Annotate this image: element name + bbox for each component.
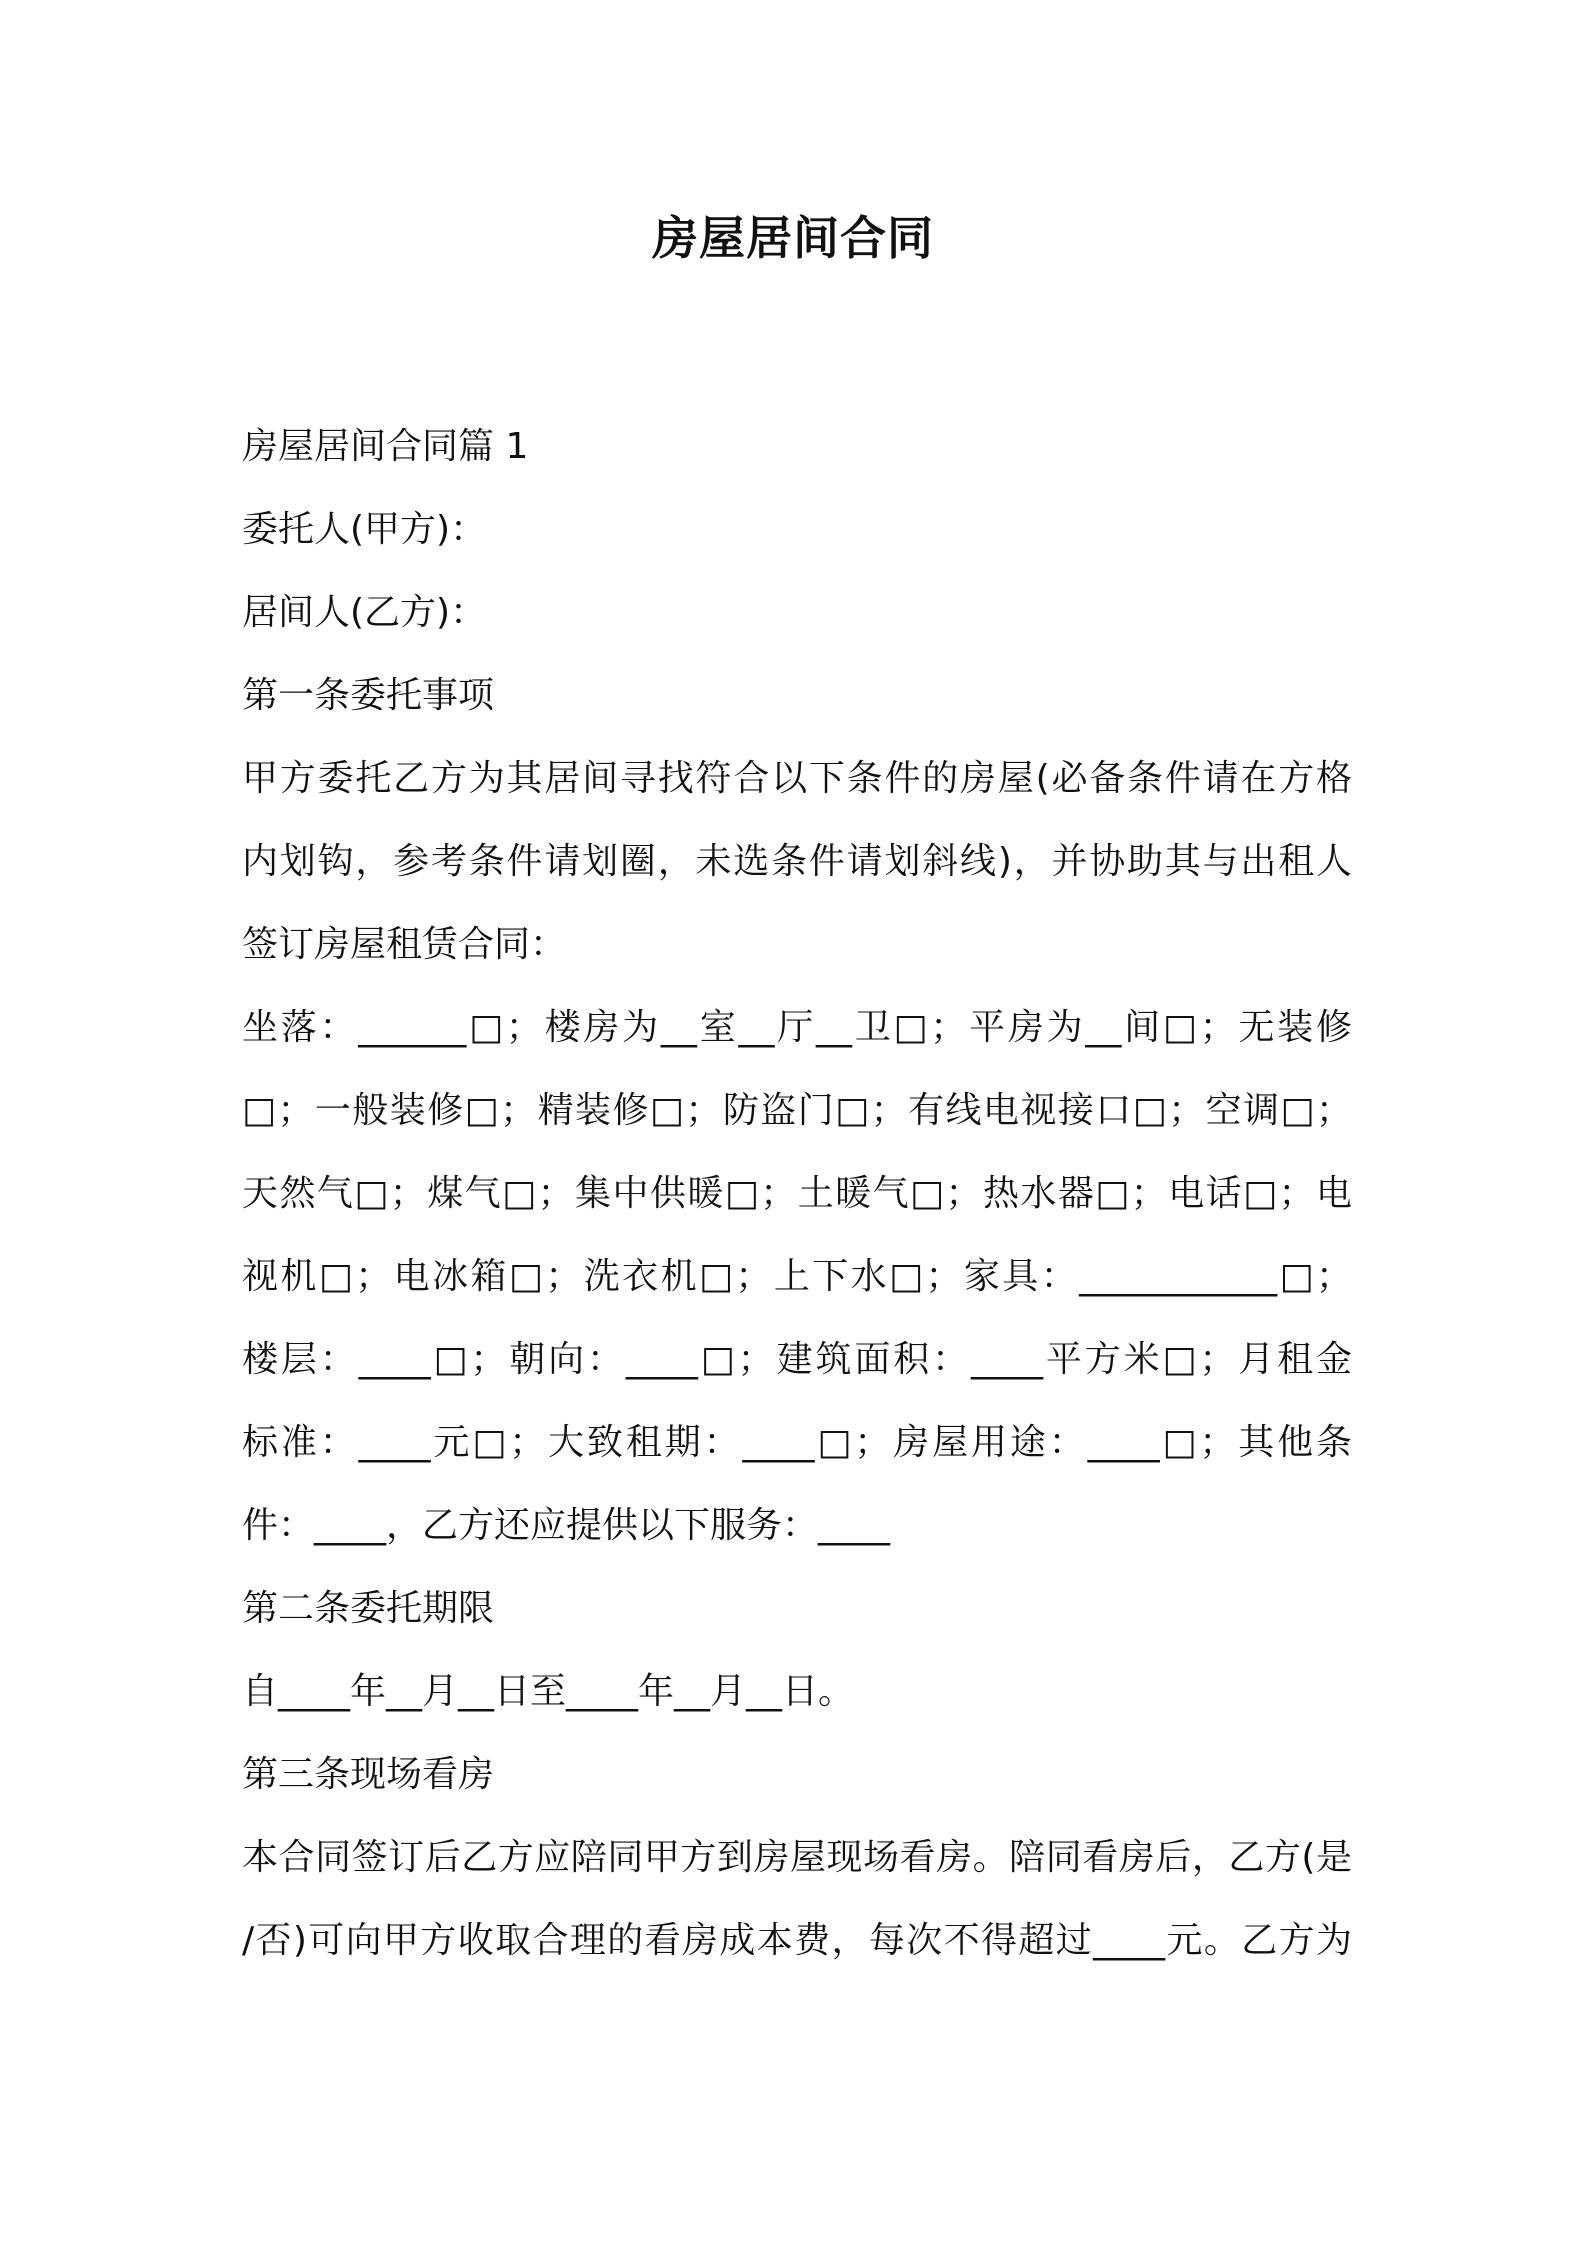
paragraph-line: /否)可向甲方收取合理的看房成本费，每次不得超过____元。乙方为: [242, 1920, 1352, 1961]
conditions-line: 标准：____元□；大致租期：____□；房屋用途：____□；其他条: [242, 1422, 1352, 1463]
conditions-line: 件：____，乙方还应提供以下服务：____: [242, 1505, 891, 1546]
conditions-line: □；一般装修□；精装修□；防盗门□；有线电视接口□；空调□；: [242, 1090, 1352, 1131]
paragraph-line: 本合同签订后乙方应陪同甲方到房屋现场看房。陪同看房后，乙方(是: [242, 1837, 1352, 1878]
party-b-line: 居间人(乙方)：: [242, 592, 487, 633]
section-heading-chapter-1: 房屋居间合同篇 1: [242, 426, 529, 467]
article-1-heading: 第一条委托事项: [242, 675, 495, 716]
conditions-line: 楼层：____□；朝向：____□；建筑面积：____平方米□；月租金: [242, 1339, 1352, 1380]
article-2-heading: 第二条委托期限: [242, 1588, 495, 1629]
document-title: 房屋居间合同: [652, 211, 934, 265]
conditions-line: 坐落：______□；楼房为__室__厅__卫□；平房为__间□；无装修: [242, 1007, 1352, 1048]
conditions-line: 视机□；电冰箱□；洗衣机□；上下水□；家具：___________□；: [242, 1256, 1352, 1297]
term-line: 自____年__月__日至____年__月__日。: [242, 1671, 855, 1712]
paragraph-line: 内划钩，参考条件请划圈，未选条件请划斜线)，并协助其与出租人: [242, 841, 1352, 882]
conditions-line: 天然气□；煤气□；集中供暖□；土暖气□；热水器□；电话□；电: [242, 1173, 1352, 1214]
paragraph-line: 签订房屋租赁合同：: [242, 924, 567, 965]
party-a-line: 委托人(甲方)：: [242, 509, 487, 550]
article-3-heading: 第三条现场看房: [242, 1754, 495, 1795]
document-body: [242, 405, 1352, 1982]
paragraph-line: 甲方委托乙方为其居间寻找符合以下条件的房屋(必备条件请在方格: [242, 758, 1352, 799]
